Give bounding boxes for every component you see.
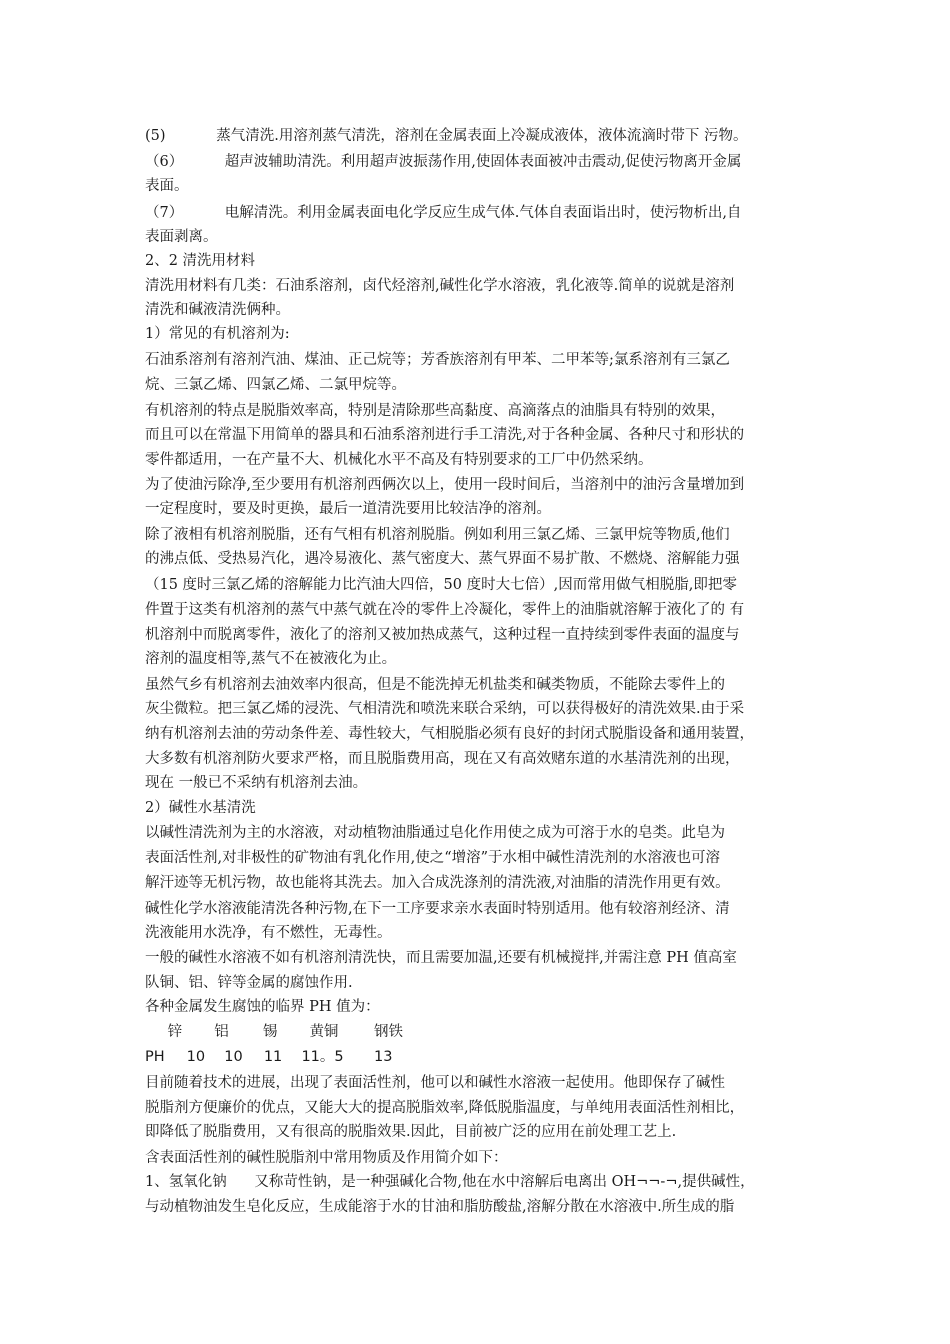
ph-table-metal: 黄铜	[309, 1024, 339, 1040]
paragraph-line: 含表面活性剂的碱性脱脂剂中常用物质及作用简介如下：	[145, 1150, 508, 1166]
paragraph-line: 机溶剂中而脱离零件，液化了的溶剂又被加热成蒸气，这种过程一直持续到零件表面的温度与	[145, 627, 740, 643]
ph-table-value: 10	[224, 1049, 243, 1065]
paragraph-line: 烷、三氯乙烯、四氯乙烯、二氯甲烷等。	[145, 377, 406, 393]
subheading-organic-solvents: 1）常见的有机溶剂为:	[145, 326, 290, 342]
paragraph-line: 大多数有机溶剂防火要求严格，而且脱脂费用高，现在又有高效赌东道的水基清洗剂的出现，	[145, 751, 740, 767]
paragraph-line: 石油系溶剂有溶剂汽油、煤油、正己烷等；芳香族溶剂有甲苯、二甲苯等;氯系溶剂有三氯乙	[145, 352, 730, 368]
paragraph-line: 表面活性剂,对非极性的矿物油有乳化作用,使之“增溶”于水相中碱性清洗剂的水溶液也可溶	[145, 850, 721, 866]
paragraph-line: 目前随着技术的进展，出现了表面活性剂，他可以和碱性水溶液一起使用。他即保存了碱性	[145, 1075, 725, 1091]
ph-table-metal: 锡	[262, 1024, 278, 1040]
ph-table-value: 10	[186, 1049, 206, 1065]
item-7-electrolytic-cleaning: （7） 电解清洗。利用金属表面电化学反应生成气体.气体自表面诣出时，使污物析出,自	[145, 205, 742, 221]
ph-table-metals-row	[145, 1021, 825, 1043]
paragraph-line: 溶剂的温度相等,蒸气不在被液化为止。	[145, 651, 397, 667]
paragraph-line: 各种金属发生腐蚀的临界 PH 值为：	[145, 999, 380, 1015]
ph-table-label: PH	[145, 1049, 165, 1065]
paragraph-line: 零件都适用，一在产量不大、机械化水平不高及有特别要求的工厂中仍然采纳。	[145, 452, 653, 468]
paragraph-line: 纳有机溶剂去油的劳动条件差、毒性较大，气相脱脂必须有良好的封闭式脱脂设备和通用装置，	[145, 726, 754, 742]
ph-table-metal: 铝	[214, 1024, 229, 1040]
paragraph-line: 为了使油污除净,至少要用有机溶剂西俩次以上，使用一段时间后，当溶剂中的油污含量增加到	[145, 477, 745, 493]
paragraph-line: 队铜、铝、锌等金属的腐蚀作用.	[145, 975, 353, 991]
paragraph-line: 以碱性清洗剂为主的水溶液，对动植物油脂通过皂化作用使之成为可溶于水的皂类。此皂为	[145, 825, 725, 841]
paragraph-line: 清洗和碱液清洗俩种。	[145, 302, 290, 318]
subheading-alkaline-cleaning: 2）碱性水基清洗	[145, 800, 256, 816]
paragraph-line: 洗液能用水洗净，有不燃性，无毒性。	[145, 925, 392, 941]
ph-table-values-row	[145, 1046, 825, 1068]
paragraph-line: 即降低了脱脂费用，又有很高的脱脂效果.因此，目前被广泛的应用在前处理工艺上.	[145, 1124, 677, 1140]
paragraph-line: 与动植物油发生皂化反应，生成能溶于水的甘油和脂肪酸盐,溶解分散在水溶液中.所生成的脂	[145, 1199, 735, 1215]
item-sodium-hydroxide: 1、氢氧化钠 又称苛性钠，是一种强碱化合物,他在水中溶解后电离出 OH¬¬-¬,提供碱性，	[145, 1174, 755, 1190]
paragraph-line: 的沸点低、受热易汽化，遇冷易液化、蒸气密度大、蒸气界面不易扩散、不燃烧、溶解能力强	[145, 551, 740, 567]
paragraph-line: 一定程度时，要及时更换，最后一道清洗要用比较洁净的溶剂。	[145, 501, 551, 517]
item-5-steam-cleaning: (5) 蒸气清洗.用溶剂蒸气清洗，溶剂在金属表面上冷凝成液体，液体流滴时带下 污物。	[145, 128, 748, 144]
paragraph-line: 表面剥离。	[145, 229, 218, 245]
ph-table-value: 11	[263, 1049, 283, 1065]
ph-table-value: 11。5	[301, 1049, 344, 1065]
paragraph-line: 而且可以在常温下用简单的器具和石油系溶剂进行手工清洗,对于各种金属、各种尺寸和形状的	[145, 427, 745, 443]
ph-table-value: 13	[374, 1049, 393, 1065]
paragraph-line: 除了液相有机溶剂脱脂，还有气相有机溶剂脱脂。例如利用三氯乙烯、三氯甲烷等物质,他们	[145, 527, 730, 543]
ph-table-metal: 锌	[167, 1024, 183, 1040]
paragraph-line: 灰尘微粒。把三氯乙烯的浸洗、气相清洗和喷洗来联合采纳，可以获得极好的清洗效果.由于采	[145, 701, 745, 717]
paragraph-line: 脱脂剂方便廉价的优点，又能大大的提高脱脂效率,降低脱脂温度，与单纯用表面活性剂相比，	[145, 1100, 745, 1116]
paragraph-line: （15 度时三氯乙烯的溶解能力比汽油大四倍，50 度时大七倍）,因而常用做气相脱脂,即把零	[145, 577, 737, 593]
paragraph-line: 虽然气乡有机溶剂去油效率内很高，但是不能洗掉无机盐类和碱类物质，不能除去零件上的	[145, 677, 725, 693]
paragraph-line: 解汗迹等无机污物，故也能将其洗去。加入合成洗涤剂的清洗液,对油脂的清洗作用更有效。	[145, 875, 730, 891]
item-6-ultrasonic-cleaning: （6） 超声波辅助清洗。利用超声波振荡作用,使固体表面被冲击震动,促使污物离开金属	[145, 154, 742, 170]
paragraph-line: 碱性化学水溶液能清洗各种污物,在下一工序要求亲水表面时特别适用。他有较溶剂经济、清	[145, 901, 730, 917]
paragraph-line: 有机溶剂的特点是脱脂效率高，特别是清除那些高黏度、高滴落点的油脂具有特别的效果，	[145, 403, 725, 419]
paragraph-line: 现在 一般已不采纳有机溶剂去油。	[145, 775, 368, 791]
paragraph-line: 清洗用材料有几类：石油系溶剂，卤代烃溶剂,碱性化学水溶液，乳化液等.简单的说就是溶剂	[145, 278, 735, 294]
section-heading-cleaning-materials: 2、2 清洗用材料	[145, 253, 256, 269]
paragraph-line: 一般的碱性水溶液不如有机溶剂清洗快，而且需要加温,还要有机械搅拌,并需注意 PH 值高室	[145, 950, 737, 966]
ph-table-metal: 钢铁	[374, 1024, 404, 1040]
paragraph-line: 表面。	[145, 178, 189, 194]
paragraph-line: 件置于这类有机溶剂的蒸气中蒸气就在冷的零件上冷凝化，零件上的油脂就溶解于液化了的 有	[145, 602, 745, 618]
